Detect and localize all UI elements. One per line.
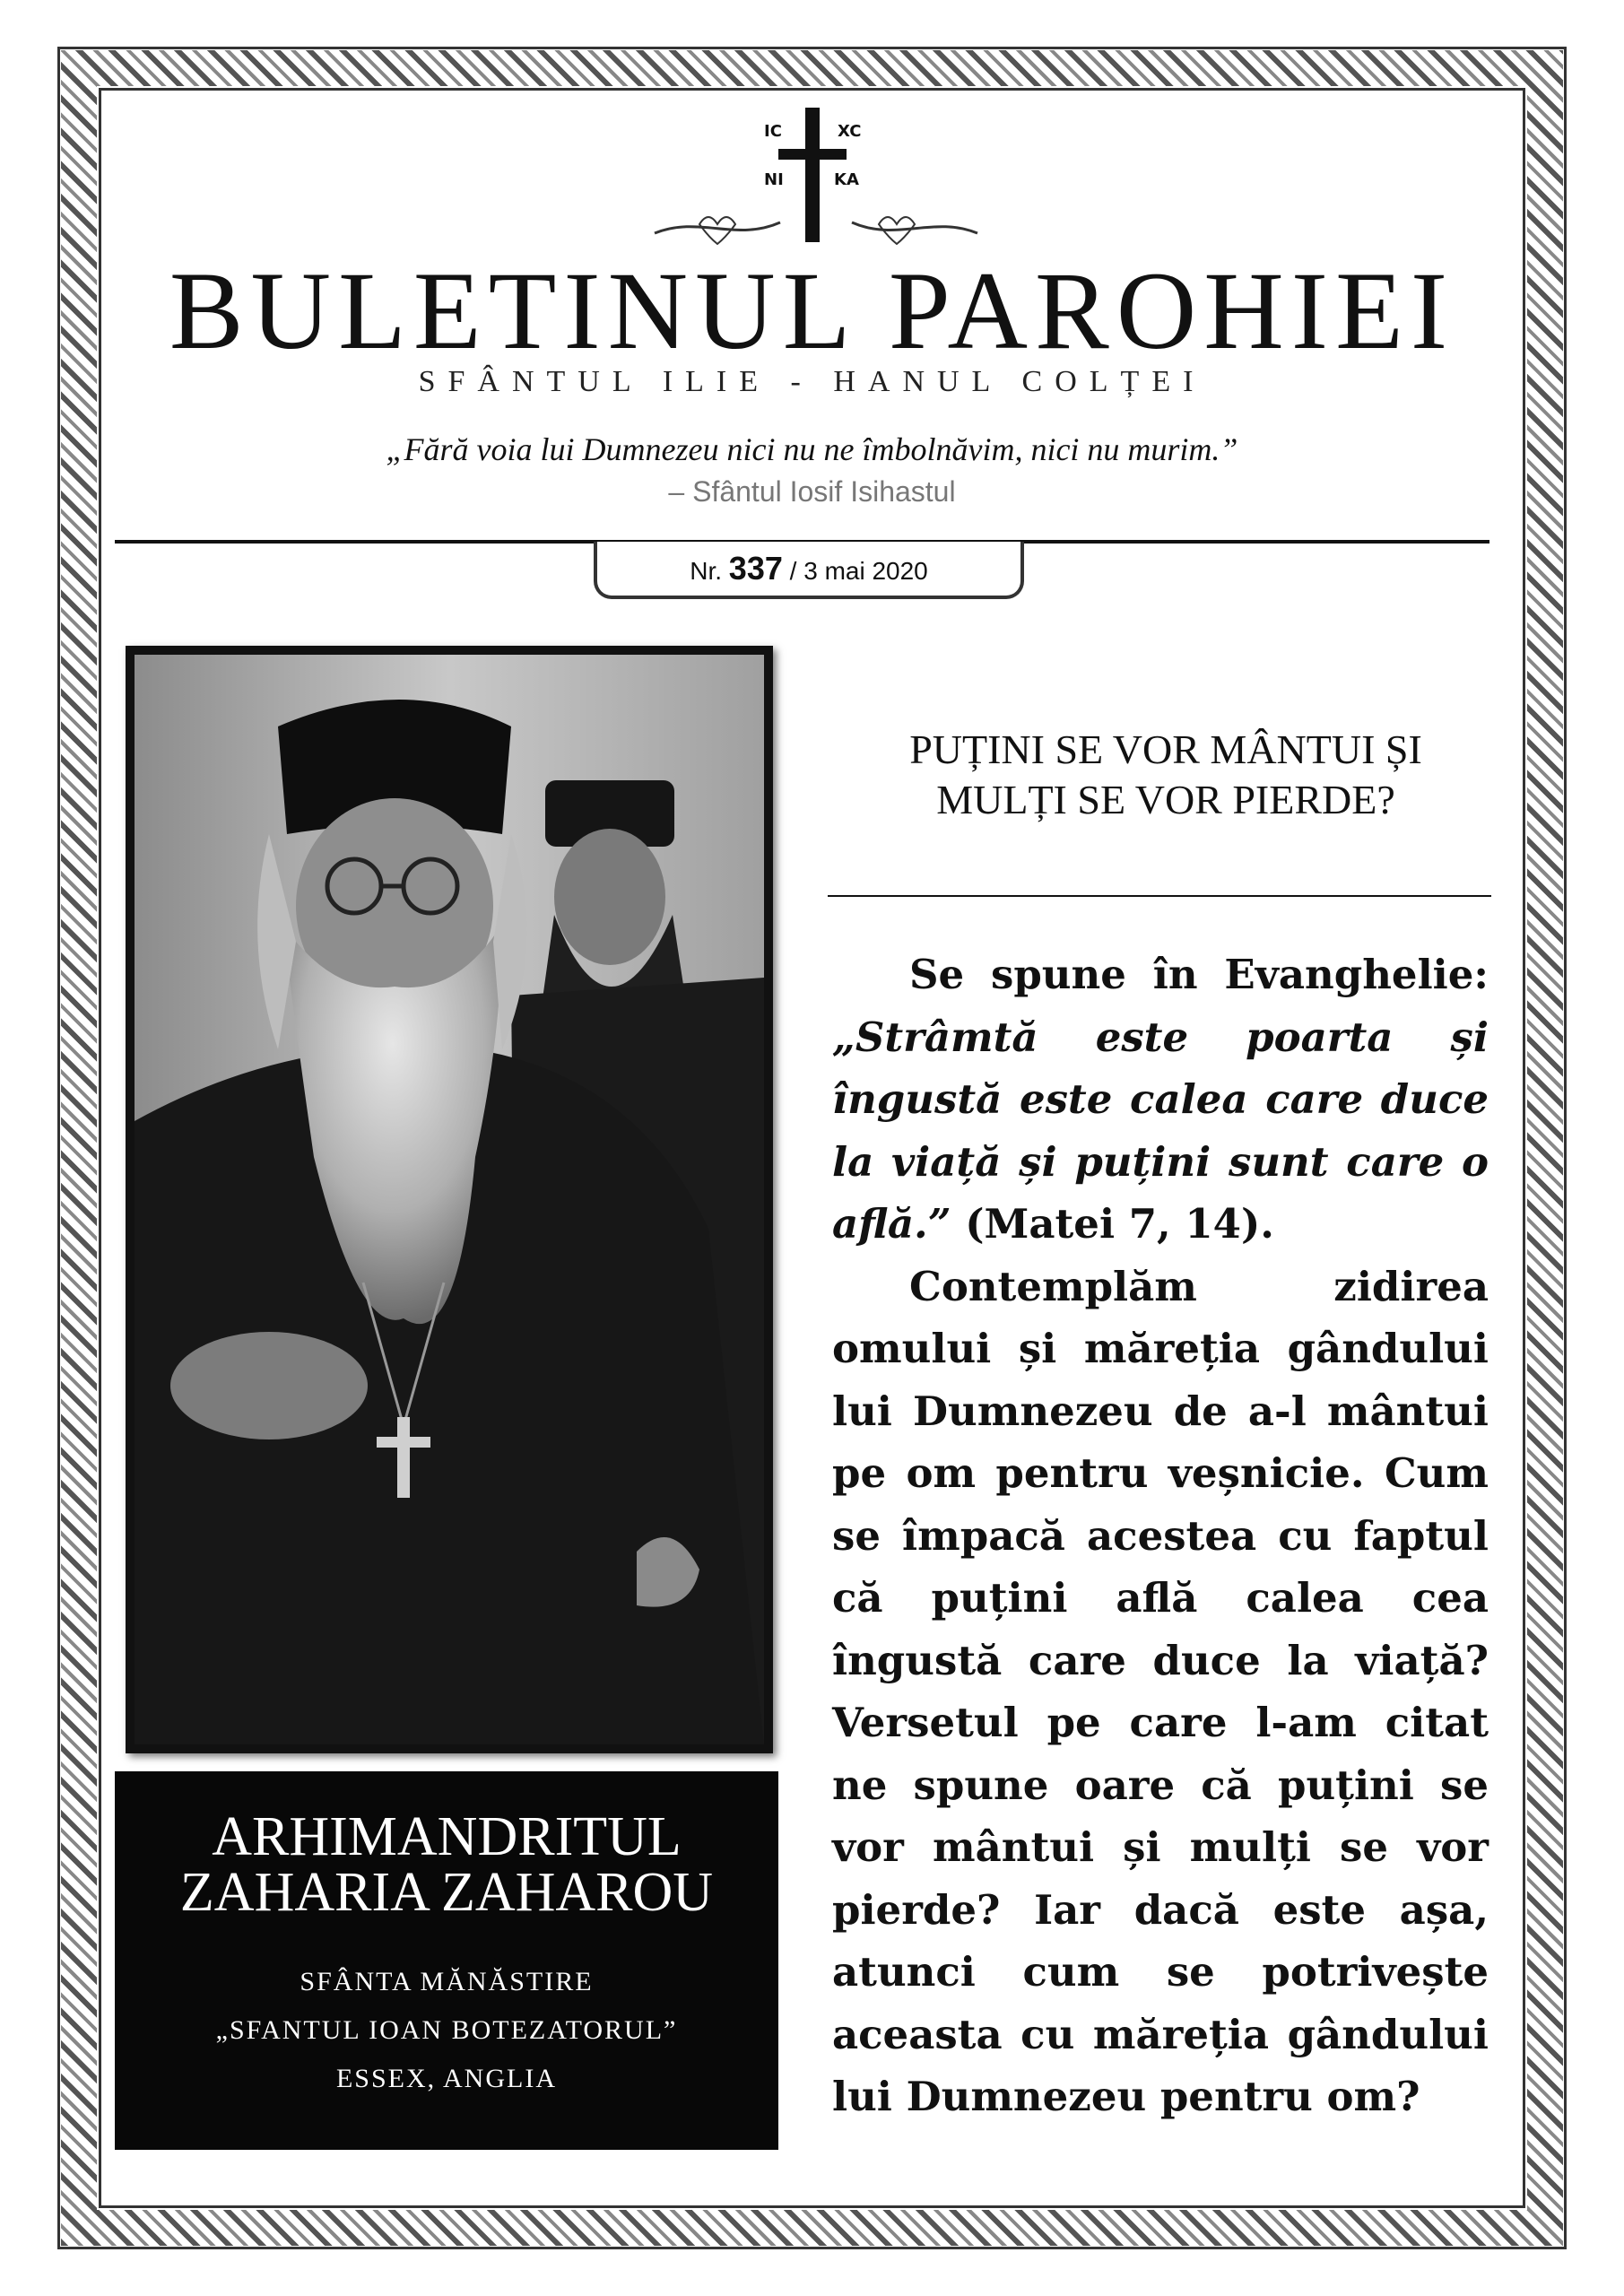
portrait-photo <box>126 646 773 1753</box>
issue-date: / 3 mai 2020 <box>789 557 928 585</box>
caption-box <box>115 1771 778 2150</box>
issue-prefix: Nr. <box>690 557 723 585</box>
article-paragraph-1 <box>832 944 1489 1256</box>
header-quote: „Fără voia lui Dumnezeu nici nu ne îmbolnăvim, nici nu murim.” <box>386 431 1238 467</box>
article-paragraph-2: Contemplăm zidirea omului și măreția gândului lui Dumnezeu de a-l mântui pe om pentru veșnicie. Cum se împacă acestea cu faptul că puțini află calea cea îngustă care duce la viață? Versetul pe care l-am citat ne spune oare că puțini se vor mântui și mulți se vor pierde? Iar dacă este așa, atunci cum se potrivește aceasta cu măreția gândului lui Dumnezeu pentru om? <box>832 1262 1489 2120</box>
caption-place-2: „SFANTUL IOAN BOTEZATORUL” <box>215 2015 678 2045</box>
article-title <box>825 725 1507 825</box>
emblem-ic: IC <box>764 122 782 141</box>
issue-number: 337 <box>728 550 783 587</box>
parish-subtitle: SFÂNTUL ILIE - HANUL COLȚEI <box>418 365 1206 398</box>
cross-icon <box>646 99 986 260</box>
caption-title: ARHIMANDRITUL <box>212 1806 682 1867</box>
emblem-ka: KA <box>834 170 859 189</box>
scripture-reference: (Matei 7, 14). <box>951 1200 1274 1248</box>
caption-person: ZAHARIA ZAHAROU <box>179 1862 714 1923</box>
article-title-line1: PUȚINI SE VOR MÂNTUI ȘI <box>909 726 1422 772</box>
emblem-xc: XC <box>838 122 862 141</box>
article-title-line2: MULȚI SE VOR PIERDE? <box>936 777 1395 822</box>
caption-place-1: SFÂNTA MĂNĂSTIRE <box>300 1967 594 1996</box>
p1-lead: Se spune în Evanghelie: <box>909 951 1489 998</box>
quote-author: – Sfântul Iosif Isihastul <box>668 475 956 508</box>
emblem-ni: NI <box>764 170 784 189</box>
caption-place-3: ESSEX, ANGLIA <box>335 2064 557 2093</box>
scripture-quote: „Strâmtă este poarta și îngustă este calea care duce la viață și puțini sunt care o află.” <box>832 1013 1489 1248</box>
bulletin-title: BULETINUL PAROHIEI <box>169 249 1455 372</box>
issue-badge <box>594 542 1024 599</box>
caption-name <box>115 1806 778 1923</box>
article-rule <box>828 895 1491 897</box>
article-body <box>832 944 1489 2128</box>
